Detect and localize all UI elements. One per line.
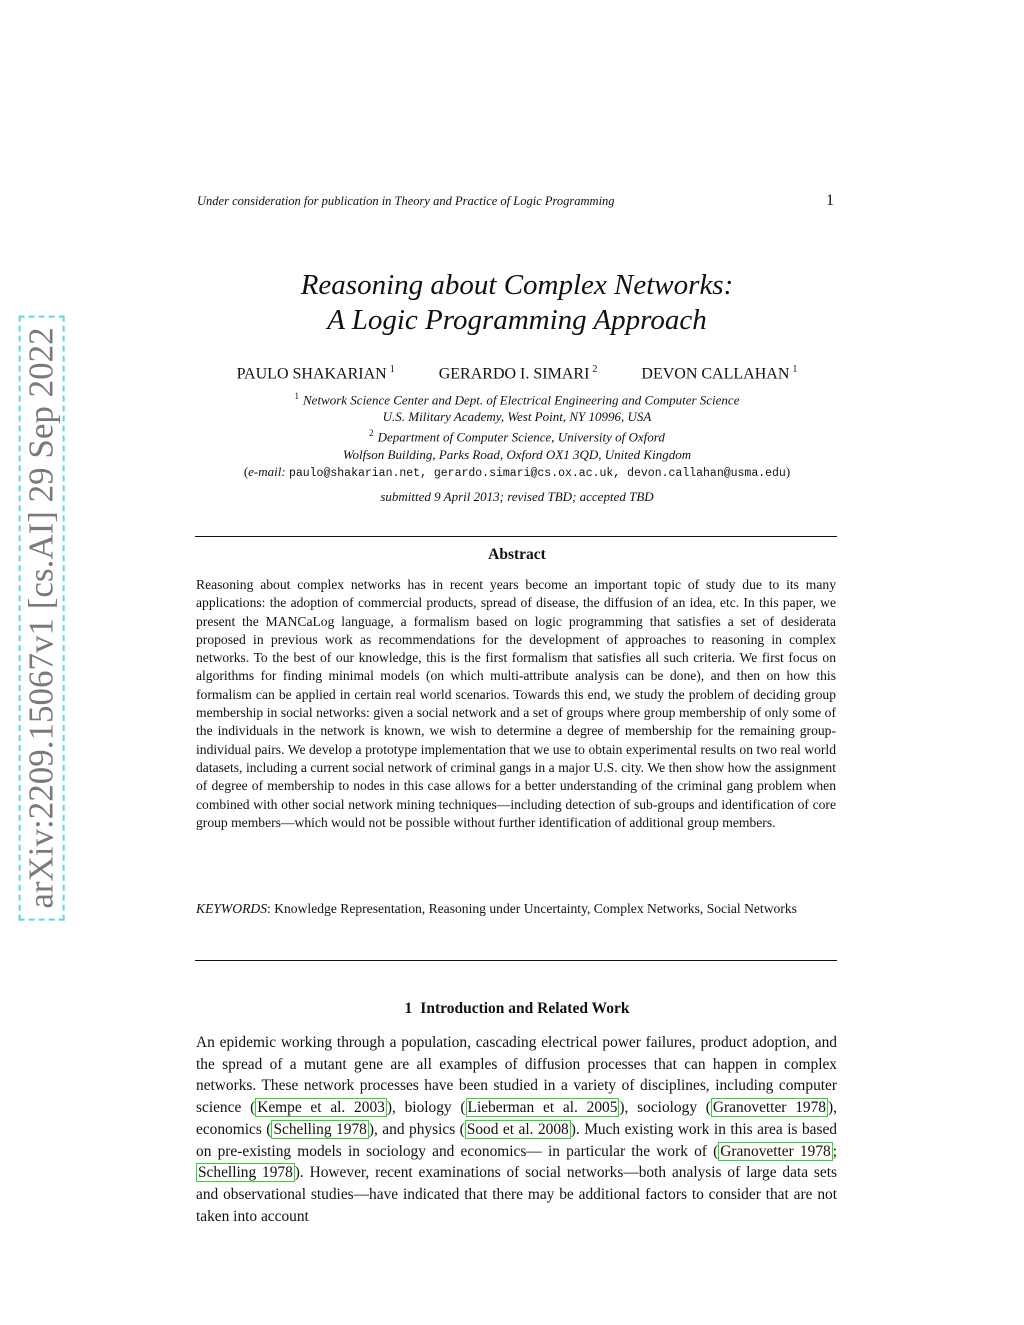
author	[237, 364, 395, 383]
section-title: Introduction and Related Work	[420, 1000, 630, 1017]
citation-link[interactable]: Sood et al. 2008	[466, 1120, 569, 1138]
affiliation-1-line-2: U.S. Military Academy, West Point, NY 10996, USA	[382, 409, 652, 425]
body-text: ), and physics (	[368, 1120, 465, 1138]
citation-link[interactable]: Schelling 1978	[198, 1164, 293, 1182]
body-text: ), biology (	[386, 1099, 466, 1117]
body-text: ;	[832, 1142, 837, 1160]
section-heading	[197, 1000, 837, 1018]
author-affil-mark: 2	[592, 364, 598, 375]
arxiv-sidebar	[20, 328, 64, 908]
affil-text: Department of Computer Science, University of Oxford	[377, 429, 665, 445]
title-line-1: Reasoning about Complex Networks:	[300, 269, 734, 301]
author	[641, 364, 797, 383]
abstract-top-rule	[195, 536, 837, 537]
body-text: ), sociology (	[619, 1099, 711, 1117]
citation-link[interactable]: Schelling 1978	[273, 1120, 367, 1138]
title-line-2: A Logic Programming Approach	[327, 304, 707, 336]
body-text: ). However, recent examinations of social networks—both analysis of large data sets and observational studies—have indicated that there may be additional factors to consider that are not taken into account	[196, 1164, 837, 1225]
affil-text: Network Science Center and Dept. of Electrical Engineering and Computer Science	[303, 392, 740, 408]
section-number: 1	[404, 1000, 413, 1017]
arxiv-identifier[interactable]: arXiv:2209.15067v1 [cs.AI] 29 Sep 2022	[19, 315, 65, 920]
author-name: DEVON CALLAHAN	[641, 365, 790, 383]
author-name: PAULO SHAKARIAN	[236, 365, 387, 383]
author-affil-mark: 1	[792, 364, 798, 375]
affiliation-2-line-1	[197, 425, 837, 445]
affiliations	[197, 388, 837, 482]
keywords-label: KEYWORDS	[196, 901, 267, 916]
abstract-text: Reasoning about complex networks has in recent years become an important topic of study due to its many applications: the adoption of commercial products, spread of disease, the diffusion of an idea, etc. In this paper, we present the MANCaLog language, a formalism based on logic programming that satisfies a set of desiderata proposed in previous work as recommendations for the development of approaches to reasoning in complex networks. To the best of our knowledge, this is the first formalism that satisfies all such criteria. We first focus on algorithms for finding minimal models (on which multi-attribute analysis can be done), and then on how this formalism can be applied in certain real world scenarios. Towards this end, we study the problem of deciding group membership in social networks: given a social network and a set of groups where group membership of only some of the individuals in the network is known, we wish to determine a degree of membership for the remaining group-individual pairs. We develop a prototype implementation that we use to obtain experimental results on two real world datasets, including a current social network of criminal gangs in a major U.S. city. We then show how the assignment of degree of membership to nodes in this case allows for a better understanding of the criminal gang problem when combined with other social network mining techniques—including detection of sub-groups and identification of core group members—which would not be possible without further identification of additional group members.	[196, 577, 836, 830]
body-text: ). Much existing work in this area is based on pre-existing models in sociology and economics— in particular the work of (	[196, 1120, 837, 1160]
author	[439, 364, 598, 383]
citation-link[interactable]: Granovetter 1978	[720, 1142, 831, 1160]
email-line: (e-mail: paulo@shakarian.net, gerardo.simari@cs.ox.ac.uk, devon.callahan@usma.edu)	[243, 463, 791, 480]
body-text: An epidemic working through a population, cascading electrical power failures, product adoption, and the spread of a mutant gene are all examples of diffusion processes that can happen in complex networks. These network processes have been studied in a variety of disciplines, including computer science (	[196, 1034, 837, 1117]
citation-link[interactable]: Lieberman et al. 2005	[467, 1099, 618, 1117]
paper-title	[197, 268, 837, 338]
abstract-bottom-rule	[195, 960, 837, 961]
page-number: 1	[826, 192, 834, 209]
affil-mark: 1	[294, 391, 299, 401]
author-list	[197, 364, 837, 383]
running-header: Under consideration for publication in Theory and Practice of Logic Programming	[197, 194, 615, 208]
email-label: e-mail:	[248, 463, 286, 479]
affil-mark: 2	[369, 428, 374, 439]
author-affil-mark: 1	[389, 364, 395, 375]
author-name: GERARDO I. SIMARI	[438, 365, 590, 383]
submission-dates: submitted 9 April 2013; revised TBD; accepted TBD	[380, 489, 654, 504]
affiliation-1-line-1	[197, 388, 837, 408]
email-addresses[interactable]: paulo@shakarian.net, gerardo.simari@cs.ox.ac.uk, devon.callahan@usma.edu	[288, 466, 786, 480]
citation-link[interactable]: Granovetter 1978	[712, 1099, 826, 1117]
keywords: KEYWORDS: Knowledge Representation, Reasoning under Uncertainty, Complex Networks, Social Networks	[196, 901, 797, 916]
intro-paragraph	[196, 1032, 837, 1227]
citation-link[interactable]: Kempe et al. 2003	[257, 1099, 385, 1117]
affiliation-2-line-2: Wolfson Building, Parks Road, Oxford OX1 3QD, United Kingdom	[342, 446, 692, 462]
abstract-heading: Abstract	[488, 546, 546, 563]
keywords-text: Knowledge Representation, Reasoning under Uncertainty, Complex Networks, Social Networks	[274, 901, 797, 916]
body-text: ), economics (	[196, 1099, 837, 1138]
